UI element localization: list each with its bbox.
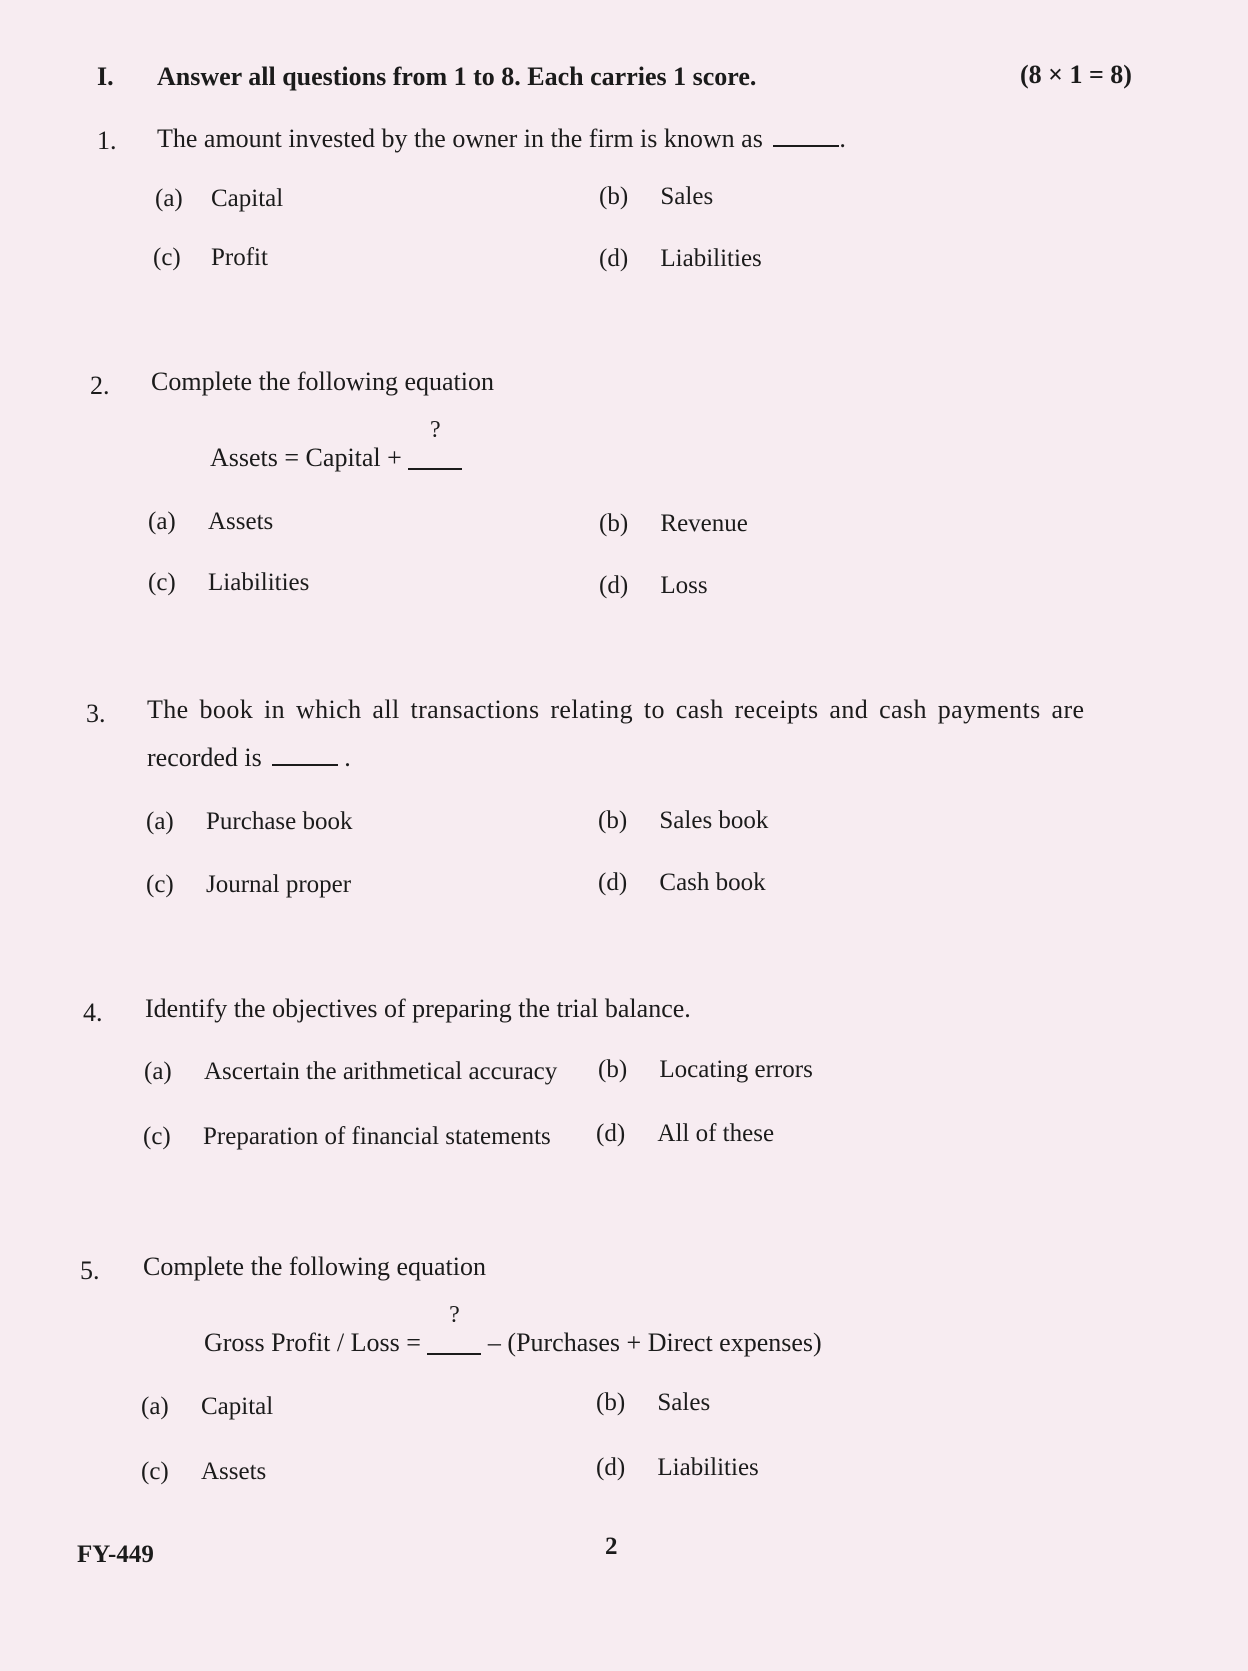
answer-blank: [408, 468, 462, 470]
option-label: (c): [141, 1458, 169, 1485]
question-number: 1.: [97, 126, 117, 155]
option-text: Journal proper: [206, 871, 352, 898]
option-label: (c): [148, 569, 176, 596]
option-b: [599, 183, 713, 211]
option-label: (a): [144, 1058, 172, 1085]
option-c: [148, 569, 309, 597]
option-text: Locating errors: [659, 1056, 813, 1083]
option-a: [141, 1393, 273, 1421]
option-b: [598, 1056, 813, 1084]
option-label: (b): [596, 1389, 626, 1416]
option-text: All of these: [657, 1120, 775, 1147]
option-b: [598, 807, 768, 835]
question-stem: The amount invested by the owner in the firm is known as: [157, 124, 763, 153]
answer-blank: [272, 764, 338, 766]
option-text: Liabilities: [208, 569, 310, 596]
option-label: (c): [146, 871, 174, 898]
option-text: Assets: [208, 508, 274, 535]
option-label: (d): [599, 572, 629, 599]
option-text: Ascertain the arithmetical accuracy: [204, 1058, 558, 1085]
question-text: Complete the following equation: [151, 367, 494, 396]
section-label: I.: [97, 62, 114, 91]
option-label: (a): [146, 808, 174, 835]
option-d: [596, 1454, 759, 1482]
paper-code: FY-449: [77, 1541, 154, 1568]
option-text: Revenue: [660, 510, 748, 537]
option-text: Capital: [201, 1393, 274, 1420]
question-end: .: [344, 743, 351, 772]
option-c: [146, 871, 351, 899]
option-text: Sales book: [659, 807, 769, 834]
option-label: (a): [155, 185, 183, 212]
answer-blank: [773, 145, 839, 147]
option-text: Assets: [201, 1458, 267, 1485]
question-number: 5.: [80, 1256, 100, 1285]
option-text: Capital: [211, 185, 284, 212]
option-a: [144, 1058, 557, 1086]
option-b: [599, 510, 748, 538]
option-d: [596, 1120, 774, 1148]
question-text: Complete the following equation: [143, 1252, 486, 1281]
option-d: [598, 869, 766, 897]
question-stem: recorded is: [147, 743, 262, 772]
equation-blank: [408, 417, 462, 473]
page-number: 2: [605, 1533, 618, 1560]
option-a: [146, 808, 353, 836]
equation-blank: [427, 1302, 481, 1358]
option-label: (d): [596, 1120, 626, 1147]
question-end: .: [839, 124, 846, 153]
section-instruction: Answer all questions from 1 to 8. Each carries 1 score.: [157, 62, 757, 91]
option-d: [599, 572, 708, 600]
question-number: 4.: [83, 998, 103, 1027]
option-label: (b): [598, 1056, 628, 1083]
option-text: Loss: [660, 572, 708, 599]
equation-right: – (Purchases + Direct expenses): [487, 1328, 822, 1357]
question-number: 3.: [86, 699, 106, 728]
question-mark: ?: [449, 1302, 460, 1328]
option-c: [143, 1123, 551, 1151]
option-text: Liabilities: [657, 1454, 759, 1481]
section-score: (8 × 1 = 8): [1020, 60, 1132, 89]
option-label: (a): [148, 508, 176, 535]
option-text: Preparation of financial statements: [203, 1123, 551, 1150]
option-label: (d): [598, 869, 628, 896]
option-label: (a): [141, 1393, 169, 1420]
option-label: (b): [599, 510, 629, 537]
option-d: [599, 245, 762, 273]
question-text: Identify the objectives of preparing the trial balance.: [145, 994, 691, 1023]
option-text: Cash book: [659, 869, 766, 896]
option-text: Purchase book: [206, 808, 353, 835]
option-text: Profit: [211, 244, 268, 271]
option-text: Sales: [657, 1389, 711, 1416]
option-b: [596, 1389, 710, 1417]
question-text-line1: The book in which all transactions relating to cash receipts and cash payments are: [147, 695, 1085, 724]
option-c: [141, 1458, 266, 1486]
option-a: [155, 185, 283, 213]
option-label: (b): [599, 183, 629, 210]
option-text: Sales: [660, 183, 714, 210]
equation: [210, 417, 462, 473]
answer-blank: [427, 1353, 481, 1355]
option-label: (b): [598, 807, 628, 834]
question-text: [157, 124, 846, 154]
option-a: [148, 508, 273, 536]
option-label: (d): [596, 1454, 626, 1481]
equation: [204, 1302, 822, 1358]
question-number: 2.: [90, 371, 110, 400]
option-label: (d): [599, 245, 629, 272]
equation-left: Assets = Capital +: [210, 443, 402, 472]
option-label: (c): [143, 1123, 171, 1150]
equation-left: Gross Profit / Loss =: [204, 1328, 421, 1357]
option-text: Liabilities: [660, 245, 762, 272]
question-mark: ?: [430, 417, 441, 443]
option-c: [153, 244, 268, 272]
option-label: (c): [153, 244, 181, 271]
question-text-line2: [147, 743, 351, 773]
